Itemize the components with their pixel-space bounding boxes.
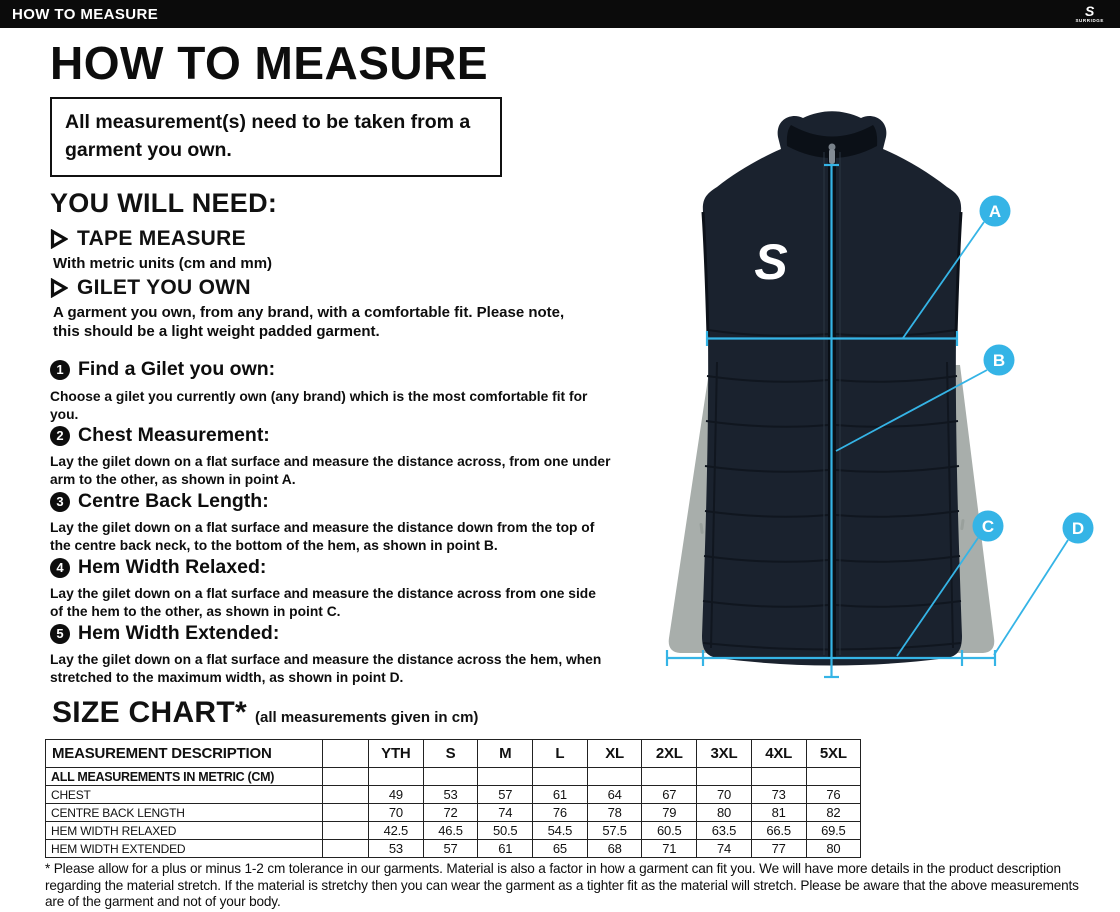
row-blank-cell [323,768,369,786]
column-header-size: M [478,740,533,768]
step-number-badge: 5 [50,624,70,644]
need-item-gilet [50,276,251,300]
size-chart-row [46,768,861,786]
size-value-cell: 74 [478,804,533,822]
row-label: HEM WIDTH RELAXED [46,822,323,840]
need-item-desc: A garment you own, from any brand, with a comfortable fit. Please note, this should be a light weight padded garment. [53,304,565,340]
size-value-cell: 57 [478,786,533,804]
size-value-cell: 80 [697,804,752,822]
surridge-brand-text: SURRIDGE [1075,17,1104,23]
size-value-cell: 67 [642,786,697,804]
step-5-heading: 5 Hem Width Extended: [50,622,279,645]
size-chart-row [46,822,861,840]
size-value-cell [423,768,478,786]
column-header-size: 4XL [751,740,806,768]
need-item-label: TAPE MEASURE [77,227,246,250]
step-2-heading: 2 Chest Measurement: [50,424,270,447]
size-chart-heading: SIZE CHART* (all measurements given in cm) [52,696,479,729]
step-1-heading: 1 Find a Gilet you own: [50,358,275,381]
size-value-cell: 69.5 [806,822,861,840]
gilet-measurement-diagram [615,95,1120,695]
need-item-tape-measure [50,227,246,251]
size-value-cell [478,768,533,786]
column-header-size: 2XL [642,740,697,768]
size-value-cell: 61 [478,840,533,858]
size-value-cell [587,768,642,786]
step-4-heading: 4 Hem Width Relaxed: [50,556,266,579]
size-value-cell: 66.5 [751,822,806,840]
pointer-line-d [994,540,1068,655]
need-item-desc: With metric units (cm and mm) [53,255,273,272]
step-2-description: Lay the gilet down on a flat surface and measure the distance across, from one under arm to the other, as shown in point A. [50,454,611,487]
size-value-cell: 77 [751,840,806,858]
size-value-cell: 76 [533,804,588,822]
step-1-description: Choose a gilet you currently own (any brand) which is the most comfortable fit for you. [50,389,588,422]
size-value-cell: 46.5 [423,822,478,840]
column-header-size: 5XL [806,740,861,768]
size-chart-body [46,768,861,858]
size-value-cell: 49 [369,786,424,804]
size-value-cell: 54.5 [533,822,588,840]
zip-puller [829,149,835,164]
size-value-cell [533,768,588,786]
step-number-badge: 4 [50,558,70,578]
surridge-logo [1075,2,1108,23]
row-blank-cell [323,786,369,804]
size-value-cell [751,768,806,786]
row-label: HEM WIDTH EXTENDED [46,840,323,858]
point-badge-b-label: B [992,351,1006,370]
triangle-bullet-icon [50,278,68,298]
size-value-cell [642,768,697,786]
size-value-cell: 63.5 [697,822,752,840]
page-title: HOW TO MEASURE [50,37,489,89]
column-header-size: S [423,740,478,768]
step-number-badge: 2 [50,426,70,446]
step-4-description: Lay the gilet down on a flat surface and measure the distance across from one side of the hem to the other, as shown in point C. [50,586,596,619]
step-number-badge: 3 [50,492,70,512]
tolerance-footnote: * Please allow for a plus or minus 1-2 cm tolerance in our garments. Material is also a factor in how a garment can fit you. We will have more details in the product description regarding the material stretch. If the material is stretchy then you can wear the garment as a tighter fit as the material will stretch. Please be aware that the above measurements are of the garment and not of your body. [45,861,1079,910]
size-value-cell: 76 [806,786,861,804]
size-value-cell: 71 [642,840,697,858]
row-label: ALL MEASUREMENTS IN METRIC (CM) [46,768,323,786]
size-value-cell: 74 [697,840,752,858]
row-blank-cell [323,822,369,840]
size-value-cell [369,768,424,786]
triangle-bullet-icon [50,229,68,249]
size-value-cell: 65 [533,840,588,858]
size-value-cell: 82 [806,804,861,822]
size-value-cell: 57 [423,840,478,858]
column-header-size: XL [587,740,642,768]
note-box: All measurement(s) need to be taken from a garment you own. [50,97,502,177]
step-5-description: Lay the gilet down on a flat surface and measure the distance across the hem, when stretched to the maximum width, as shown in point D. [50,652,602,685]
size-value-cell [697,768,752,786]
step-3-description: Lay the gilet down on a flat surface and measure the distance down from the top of the centre back neck, to the bottom of the hem, as shown in point B. [50,520,595,553]
column-header-blank [323,740,369,768]
size-value-cell: 81 [751,804,806,822]
column-header-size: 3XL [697,740,752,768]
size-value-cell: 73 [751,786,806,804]
point-badge-d-label: D [1071,519,1085,538]
size-chart-table [45,739,861,858]
size-value-cell: 60.5 [642,822,697,840]
step-number-badge: 1 [50,360,70,380]
size-value-cell: 53 [423,786,478,804]
surridge-s-icon: S [1085,2,1095,19]
size-chart-header-row [46,740,861,768]
size-chart-row [46,840,861,858]
size-value-cell: 80 [806,840,861,858]
size-value-cell: 50.5 [478,822,533,840]
row-label: CENTRE BACK LENGTH [46,804,323,822]
size-value-cell: 70 [697,786,752,804]
size-value-cell: 79 [642,804,697,822]
size-value-cell: 70 [369,804,424,822]
column-header-size: L [533,740,588,768]
column-header-size: YTH [369,740,424,768]
size-value-cell [806,768,861,786]
top-bar [0,0,1120,28]
size-value-cell: 53 [369,840,424,858]
row-blank-cell [323,804,369,822]
point-badge-c-label: C [981,517,995,536]
column-header-description: MEASUREMENT DESCRIPTION [46,740,323,768]
size-value-cell: 61 [533,786,588,804]
row-blank-cell [323,840,369,858]
top-bar-title: HOW TO MEASURE [12,5,159,23]
size-value-cell: 78 [587,804,642,822]
need-item-label: GILET YOU OWN [77,276,251,299]
size-value-cell: 72 [423,804,478,822]
size-chart-row [46,786,861,804]
size-value-cell: 64 [587,786,642,804]
size-value-cell: 57.5 [587,822,642,840]
size-value-cell: 68 [587,840,642,858]
surridge-chest-logo: S [754,234,788,290]
point-badge-a-label: A [988,202,1002,221]
step-3-heading: 3 Centre Back Length: [50,490,269,513]
size-value-cell: 42.5 [369,822,424,840]
row-label: CHEST [46,786,323,804]
size-chart-row [46,804,861,822]
you-will-need-heading: YOU WILL NEED: [50,188,278,218]
